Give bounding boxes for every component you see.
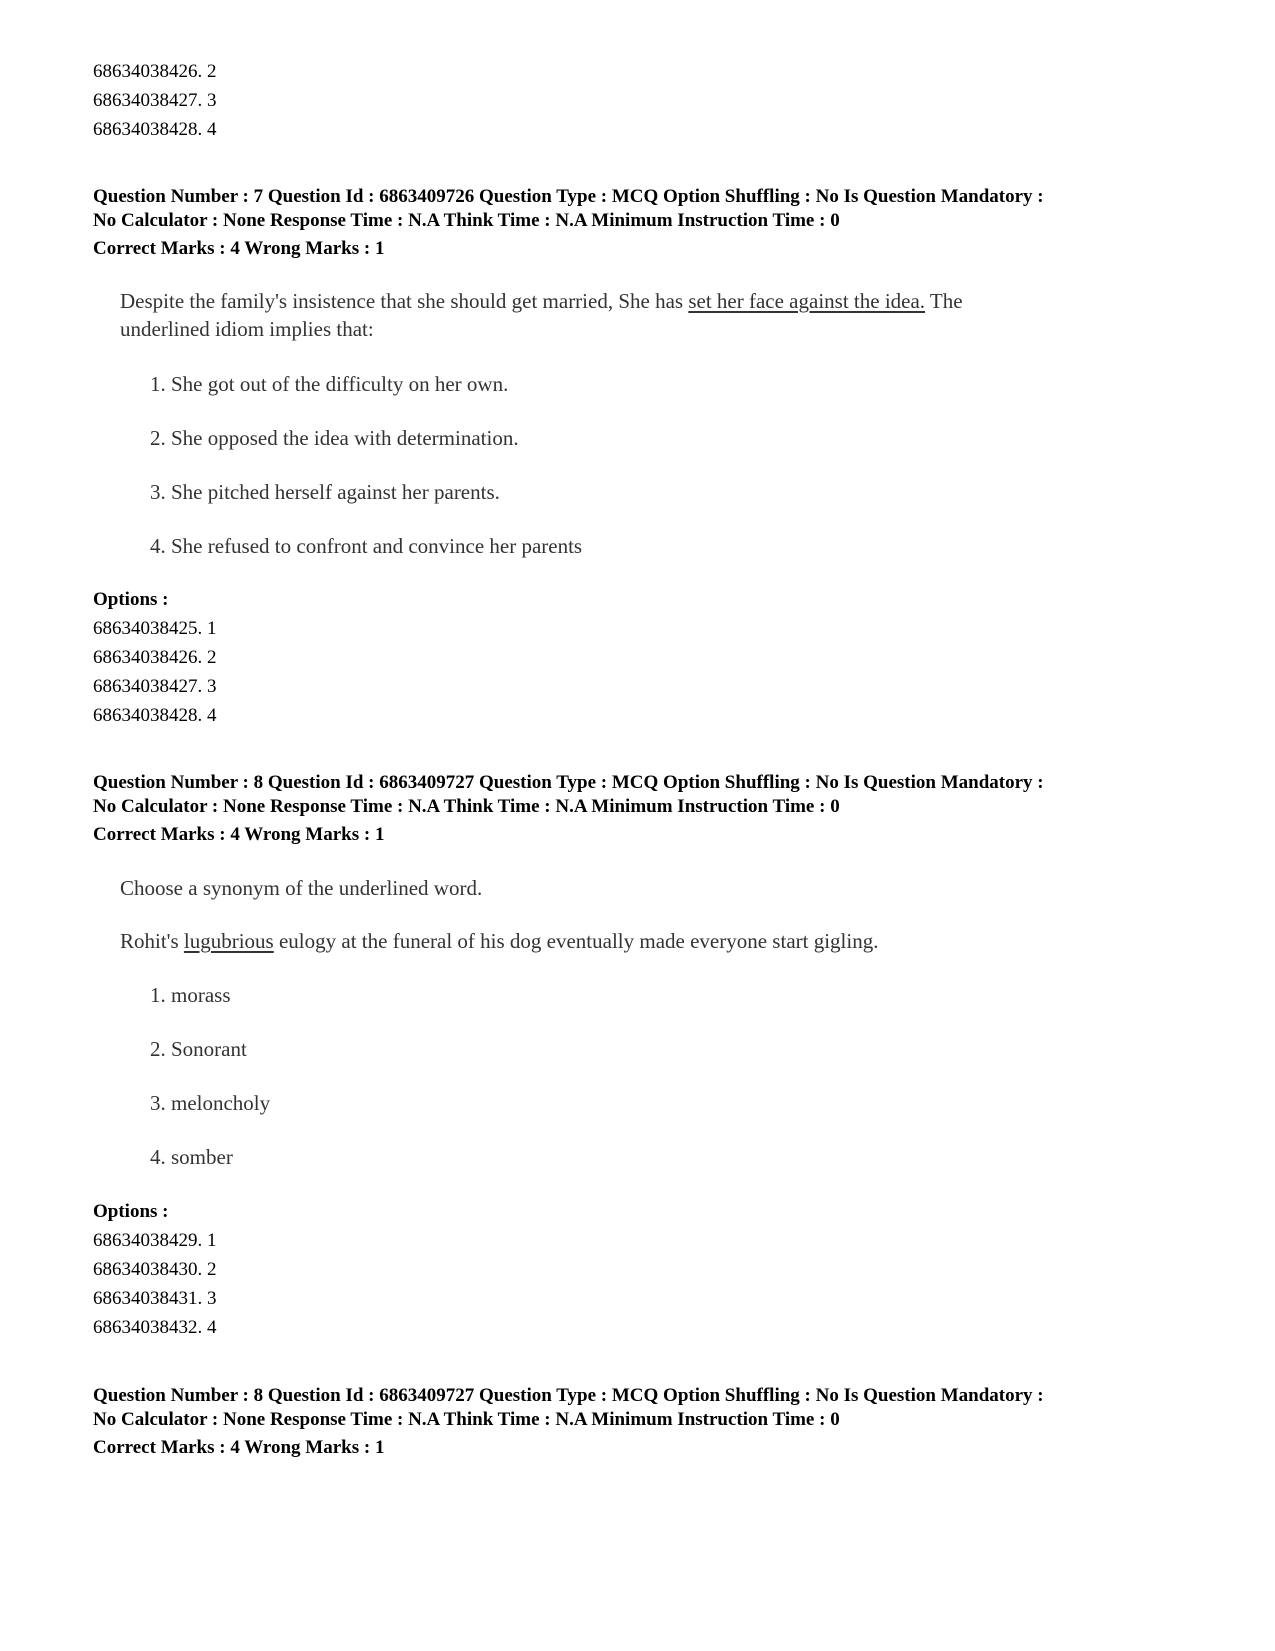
option-line: 68634038429. 1: [93, 1230, 217, 1251]
option-line: 68634038425. 1: [93, 618, 217, 639]
option-line: 68634038427. 3: [93, 90, 217, 111]
answer-choice: 1. She got out of the difficulty on her own.: [150, 372, 509, 396]
question-text: Rohit's lugubrious eulogy at the funeral of his dog eventually made everyone start gigling.: [120, 929, 879, 953]
option-line: 68634038426. 2: [93, 647, 217, 668]
question-header: Question Number : 8 Question Id : 6863409727 Question Type : MCQ Option Shuffling : No Is Question Mandatory :: [93, 1385, 1044, 1406]
option-line: 68634038431. 3: [93, 1288, 217, 1309]
option-line: 68634038428. 4: [93, 119, 217, 140]
answer-choice: 4. somber: [150, 1145, 233, 1169]
option-line: 68634038426. 2: [93, 61, 217, 82]
question-instruction: Choose a synonym of the underlined word.: [120, 876, 483, 900]
question-header: No Calculator : None Response Time : N.A Think Time : N.A Minimum Instruction Time : 0: [93, 210, 840, 231]
question-marks: Correct Marks : 4 Wrong Marks : 1: [93, 824, 385, 845]
question-header: No Calculator : None Response Time : N.A Think Time : N.A Minimum Instruction Time : 0: [93, 796, 840, 817]
option-line: 68634038432. 4: [93, 1317, 217, 1338]
question-marks: Correct Marks : 4 Wrong Marks : 1: [93, 238, 385, 259]
answer-choice: 4. She refused to confront and convince her parents: [150, 534, 583, 558]
question-text: Despite the family's insistence that she should get married, She has set her face against the idea. The: [120, 289, 963, 313]
answer-choice: 3. She pitched herself against her parents.: [150, 480, 500, 504]
question-header: Question Number : 8 Question Id : 6863409727 Question Type : MCQ Option Shuffling : No Is Question Mandatory :: [93, 772, 1044, 793]
answer-choice: 2. Sonorant: [150, 1037, 247, 1061]
option-line: 68634038428. 4: [93, 705, 217, 726]
question-header: Question Number : 7 Question Id : 6863409726 Question Type : MCQ Option Shuffling : No Is Question Mandatory :: [93, 186, 1044, 207]
answer-choice: 3. meloncholy: [150, 1091, 271, 1115]
option-line: 68634038430. 2: [93, 1259, 217, 1280]
question-text: underlined idiom implies that:: [120, 317, 374, 341]
underlined-word: lugubrious: [183, 929, 274, 953]
options-label: Options :: [93, 1201, 169, 1222]
question-header: No Calculator : None Response Time : N.A Think Time : N.A Minimum Instruction Time : 0: [93, 1409, 840, 1430]
options-label: Options :: [93, 589, 169, 610]
answer-choice: 2. She opposed the idea with determination.: [150, 426, 519, 450]
answer-choice: 1. morass: [150, 983, 231, 1007]
underlined-idiom: set her face against the idea.: [688, 289, 926, 313]
question-marks: Correct Marks : 4 Wrong Marks : 1: [93, 1437, 385, 1458]
option-line: 68634038427. 3: [93, 676, 217, 697]
